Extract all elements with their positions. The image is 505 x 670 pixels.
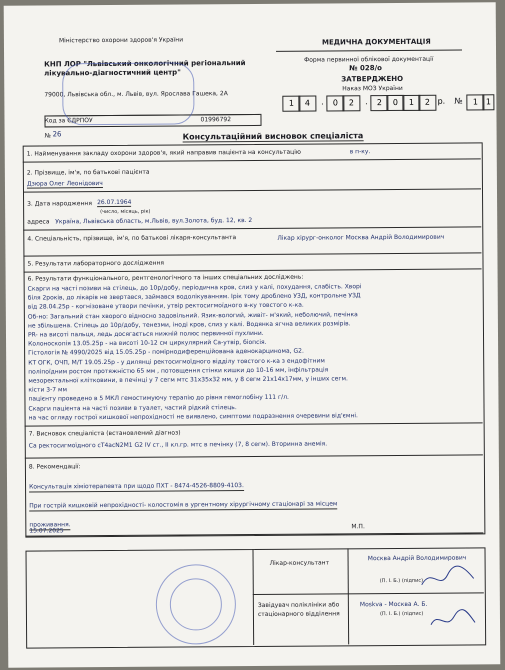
s6-line: Гістологія № 4990/2025 від 15.05.25р - помірнодиференційована аденокарцинома, G2. xyxy=(28,348,304,357)
s8-line: Консультація хіміотерапевта при щодо ПХТ - 8474-4526-8809-4103. xyxy=(29,482,244,491)
s2-label: 2. Прізвище, ім'я, по батькові пацієнта xyxy=(26,168,150,177)
date-cell: 2 xyxy=(370,95,388,111)
consultant-signature xyxy=(418,562,478,592)
round-stamp-inner xyxy=(170,578,222,630)
s1-label: 1. Найменування закладу охорони здоров'я, який направив пацієнта на консультацію xyxy=(26,148,301,158)
approved-label: ЗАТВЕРДЖЕНО xyxy=(341,74,404,84)
s2-value: Дзюра Олег Леонідович xyxy=(26,180,103,188)
s6-line: не збільшена. Стілець до 10р/добу, тенезми, іноді кров, слиз у калі. Водянка ягчна великих розмірів. xyxy=(27,320,351,330)
date-cell: р. xyxy=(437,96,446,106)
consultant-hint: (П. І. Б.) (підпис) xyxy=(379,577,424,585)
divider xyxy=(276,50,462,52)
s6-text xyxy=(28,281,479,422)
date-cell: 0 xyxy=(326,95,344,111)
date-cell: 1 xyxy=(282,96,300,112)
s6-label: 6. Результати функціонального, рентгенологічного та інших спеціальних досліджень: xyxy=(27,273,304,283)
consultant-label: Лікар-консультант xyxy=(269,559,330,567)
s6-line: поліпоїдним ростом протяжністю 65 мм , потовщення стінки кишки до 10-16 мм, інфільтрація xyxy=(28,366,329,376)
institution-name: КНП ЛОР "Львівський онкологічний регіональний лікувально-діагностичний центр" xyxy=(44,59,246,78)
s8-text xyxy=(29,470,479,530)
s8-line: проживання. xyxy=(29,521,71,529)
med-doc-title: МЕДИЧНА ДОКУМЕНТАЦІЯ xyxy=(321,37,431,47)
date-cell: . xyxy=(365,97,368,107)
ministry-name: Міністерство охорони здоров'я України xyxy=(58,36,184,45)
edrpou-label: Код за ЄДРПОУ xyxy=(44,117,93,125)
s8-line: При гострій кишковій непрохідності- колостомія в ургентному хірургічному стаціонарі за місцем xyxy=(29,500,338,510)
s6-line: КТ ОГК, ОЧП, М/Т 19.05.25р - у дилянці ректосигмоїдного відділу товстого к-ка з ендофітним xyxy=(28,357,325,367)
order-no-cell: 1 xyxy=(482,94,494,110)
head-signature xyxy=(428,608,478,632)
s6-line: Колоноскопія 13.05.25р - на висоті 10-12 см циркулярний Са-утвір, біопсія. xyxy=(28,339,267,348)
s7-label: 7. Висновок спеціаліста (встановлений діагноз) xyxy=(28,429,181,438)
s6-line: Скарги на часті позиви на стілець, до 10р/добу, періодична кров, слиз у калі, похудання, слабість. Хворі xyxy=(27,283,362,293)
form-label: Форма первинної облікової документації xyxy=(304,55,434,64)
s6-line: від 28.04.25р - когнізоване утвори печінки, утвір ректосигмоїдного в-ку товстого к-ка. xyxy=(27,302,304,311)
doc-date: 15.07.2025 xyxy=(29,527,64,535)
edrpou-value: 01996792 xyxy=(200,116,232,124)
s6-line: біля 2років, до лікарів не звертався, займався водолікуванням. Ірік тому дроблено УЗД, контрольне УЗД xyxy=(27,292,361,302)
s8-label: 8. Рекомендації: xyxy=(28,463,81,471)
doc-number-prefix: № xyxy=(44,132,51,140)
head-hint: (П. І. Б.) (підпис) xyxy=(379,610,424,618)
s4-label: 4. Спеціальність, прізвище, ім'я, по батькові лікаря-консультанта xyxy=(27,234,237,243)
date-cell: . xyxy=(321,97,324,107)
head-label: Завідувач поліклініки або стаціонарного відділення xyxy=(257,601,340,618)
s3-label: 3. Дата народження xyxy=(27,200,92,208)
s6-line: PR- на висоті пальця, ледь досягається нижній полюс первинної пухлини. xyxy=(27,329,264,339)
form-number: № 028/о xyxy=(349,64,383,73)
date-cell: 2 xyxy=(342,95,360,111)
s4-value: Лікар хірург-онколог Москва Андрій Володимирович xyxy=(277,233,445,242)
s6-line: Об-но: Загальний стан хворого відносно задовільний. Язик-вологий, живіт- м'який, неболючий, печінка xyxy=(27,310,358,321)
date-cell: 4 xyxy=(298,96,316,112)
consultant-name: Москва Андрій Володимирович xyxy=(367,554,467,563)
date-cell: 1 xyxy=(402,95,420,111)
s6-line: кісти 3-7 мм xyxy=(28,386,68,394)
s3-value: 26.07.1964 xyxy=(97,198,132,207)
s6-line: на час огляду гострої кишкової непрохідності не виявлено, симптоми подразнення очеревини від'ємні. xyxy=(28,412,358,422)
address-label: адреса xyxy=(27,218,50,226)
date-cell: 0 xyxy=(386,95,404,111)
institution-stamp xyxy=(62,62,194,125)
order-label: Наказ МОЗ України xyxy=(342,84,403,93)
s3-hint: (число, місяць, рік) xyxy=(100,208,151,216)
s1-value: в п-ку. xyxy=(349,148,371,156)
s5-label: 5. Результати лабораторного дослідження xyxy=(27,259,165,268)
institution-address: 79000, Львівська обл., м. Львів, вул. Ярослава Гашека, 2А xyxy=(44,90,228,99)
doc-number: 26 xyxy=(52,130,62,139)
order-no-cell: 1 xyxy=(466,94,484,110)
s6-line: Скарги пацієнта на часті позиви в туалет, частий рідкий стілець. xyxy=(28,403,237,413)
order-no-label: № xyxy=(454,96,463,106)
head-name: Moskva - Москва А. Б. xyxy=(359,600,428,609)
order-date-cells xyxy=(282,94,482,109)
s6-line: пацієнту проведено в 5 МКЛ гемостимуючу терапію до рівня гемоглобіну 111 г/л. xyxy=(28,394,289,403)
s6-line: мезоректальної клітковини, в печінці у 7 сегм мтс 31х35х32 мм, у 8 сегм 21х14х17мм, у інших сегм. xyxy=(28,375,348,385)
doc-title: Консультаційний висновок спеціаліста xyxy=(182,131,364,142)
stamp-place-label: М.П. xyxy=(351,523,365,531)
document-sheet xyxy=(4,2,501,667)
address-value: Україна, Львівська область, м.Львів, вул.Золота, буд. 12, кв. 2 xyxy=(55,216,253,226)
s7-value: Са ректосигмоїдного сТ4асN2M1 G2 IV ст., II кл.гр. мтс в печінку (7, 8 сегм). Вторинна анемія. xyxy=(28,440,328,450)
date-cell: 2 xyxy=(418,95,436,111)
